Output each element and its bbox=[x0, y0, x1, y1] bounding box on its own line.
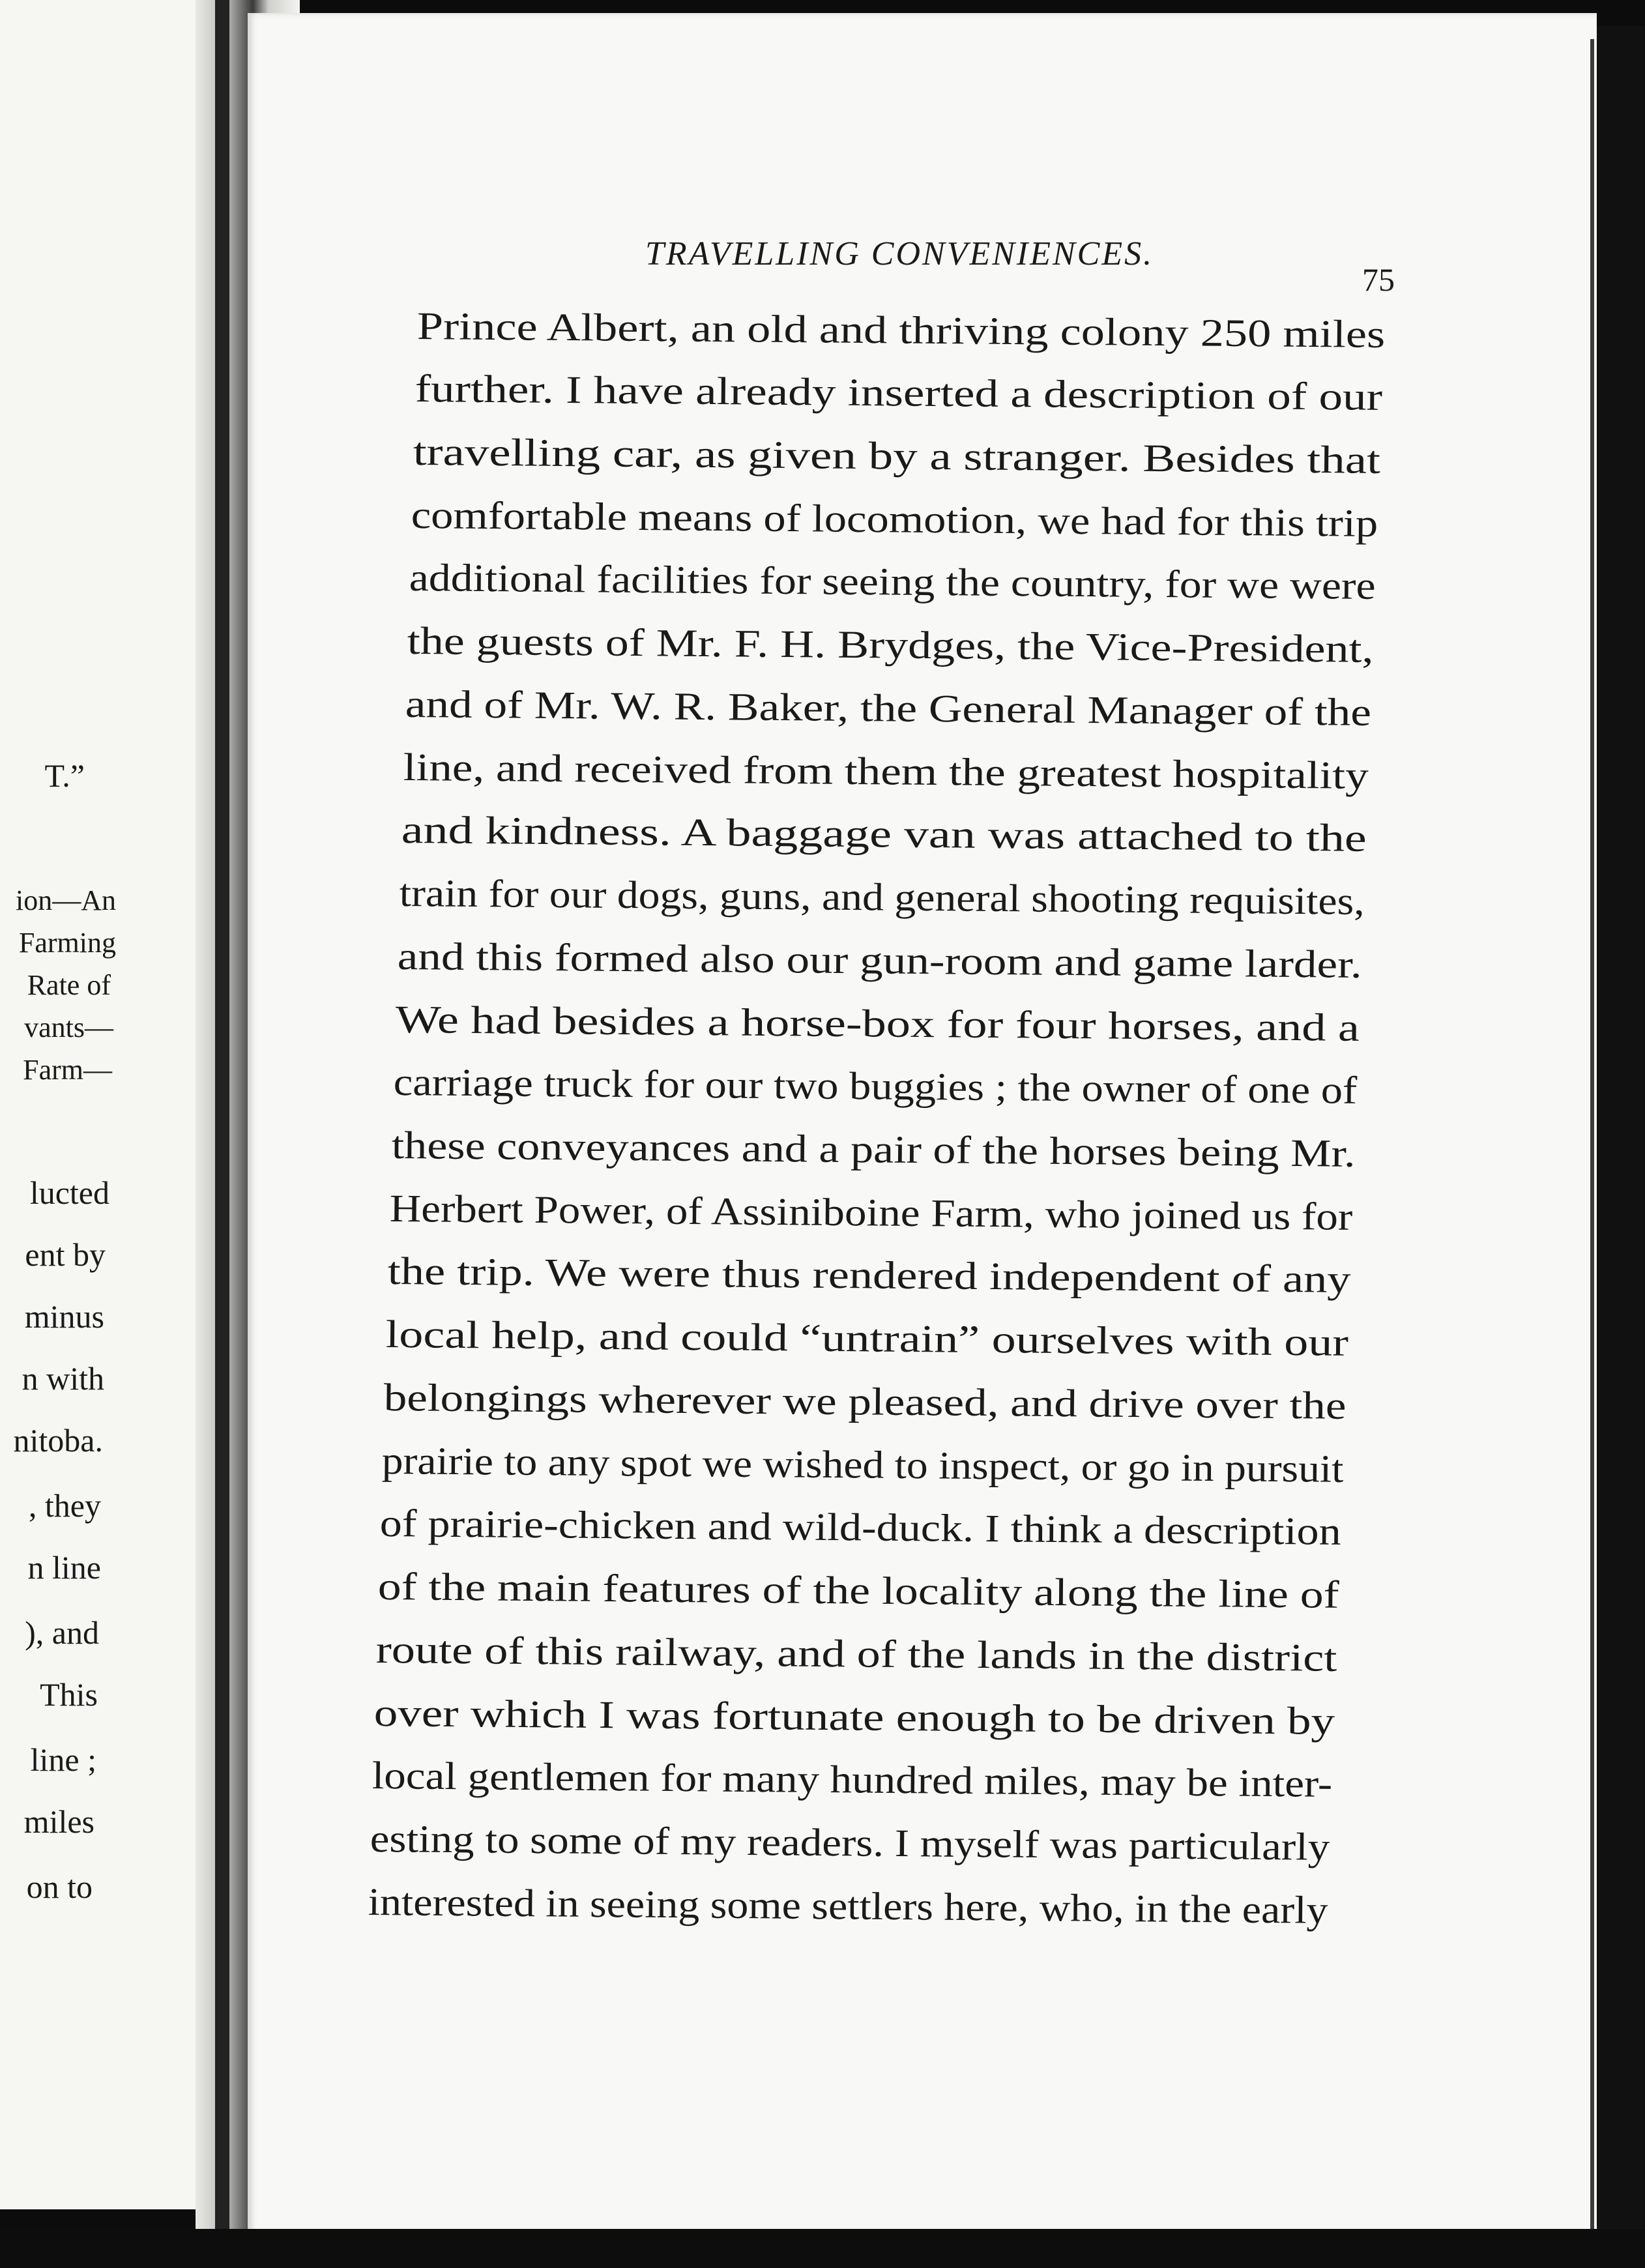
body-line: Herbert Power, of Assiniboine Farm, who joined us for bbox=[389, 1187, 1353, 1238]
body-line: these conveyances and a pair of the horses being Mr. bbox=[391, 1124, 1356, 1175]
left-fragment: lucted bbox=[29, 1174, 109, 1211]
body-line: local help, and could “untrain” ourselves with our bbox=[385, 1313, 1349, 1364]
left-fragment: vants— bbox=[24, 1011, 113, 1043]
body-line: comfortable means of locomotion, we had for this trip bbox=[411, 493, 1378, 545]
body-line: over which I was fortunate enough to be driven by bbox=[373, 1691, 1335, 1743]
body-line: and of Mr. W. R. Baker, the General Manager of the bbox=[405, 682, 1372, 734]
left-fragment: Farm— bbox=[23, 1054, 112, 1086]
body-line: interested in seeing some settlers here, who, in the early bbox=[368, 1880, 1328, 1932]
left-fragment: , they bbox=[28, 1487, 101, 1524]
body-line: carriage truck for our two buggies ; the owner of one of bbox=[393, 1060, 1358, 1112]
body-line: Prince Albert, an old and thriving colony 250 miles bbox=[416, 304, 1386, 356]
left-fragment: Farming bbox=[18, 927, 116, 959]
body-line: We had besides a horse-box for four horses, and a bbox=[395, 998, 1360, 1049]
left-fragment: ), and bbox=[25, 1614, 99, 1651]
body-line: esting to some of my readers. I myself was particularly bbox=[370, 1817, 1330, 1868]
left-fragment: n with bbox=[22, 1360, 104, 1397]
left-fragment: Rate of bbox=[27, 969, 111, 1001]
body-line: additional facilities for seeing the country, for we were bbox=[409, 556, 1376, 607]
body-line: local gentlemen for many hundred miles, may be inter- bbox=[371, 1754, 1333, 1805]
body-line: travelling car, as given by a stranger. Besides that bbox=[413, 430, 1381, 482]
left-fragment: nitoba. bbox=[13, 1422, 103, 1459]
left-fragment: on to bbox=[26, 1868, 93, 1905]
body-line: further. I have already inserted a description of our bbox=[415, 367, 1383, 418]
body-line: and this formed also our gun-room and game larder. bbox=[397, 935, 1362, 986]
left-fragment: minus bbox=[24, 1298, 104, 1335]
body-line: the trip. We were thus rendered independent of any bbox=[387, 1249, 1351, 1301]
body-line: belongings wherever we pleased, and drive over the bbox=[383, 1376, 1347, 1427]
left-fragment: ent by bbox=[25, 1236, 106, 1273]
left-fragment: line ; bbox=[30, 1741, 96, 1778]
left-fragment: T.” bbox=[44, 757, 85, 794]
left-fragment: This bbox=[40, 1676, 98, 1713]
body-line: of the main features of the locality along the line of bbox=[377, 1565, 1339, 1616]
body-line: prairie to any spot we wished to inspect, or go in pursuit bbox=[381, 1439, 1344, 1490]
page-number: 75 bbox=[1362, 261, 1395, 298]
running-head: TRAVELLING CONVENIENCES. bbox=[645, 235, 1154, 272]
body-line: line, and received from them the greatest hospitality bbox=[403, 746, 1369, 797]
body-line: the guests of Mr. F. H. Brydges, the Vice-President, bbox=[407, 619, 1374, 671]
left-fragment: n line bbox=[27, 1549, 101, 1586]
body-line: route of this railway, and of the lands in the district bbox=[375, 1628, 1337, 1679]
left-fragment: ion—An bbox=[16, 884, 116, 916]
left-fragment: miles bbox=[23, 1803, 95, 1840]
body-line: and kindness. A baggage van was attached to the bbox=[401, 808, 1367, 860]
body-line: train for our dogs, guns, and general shooting requisites, bbox=[399, 871, 1365, 923]
body-line: of prairie-chicken and wild-duck. I think a description bbox=[379, 1502, 1341, 1553]
